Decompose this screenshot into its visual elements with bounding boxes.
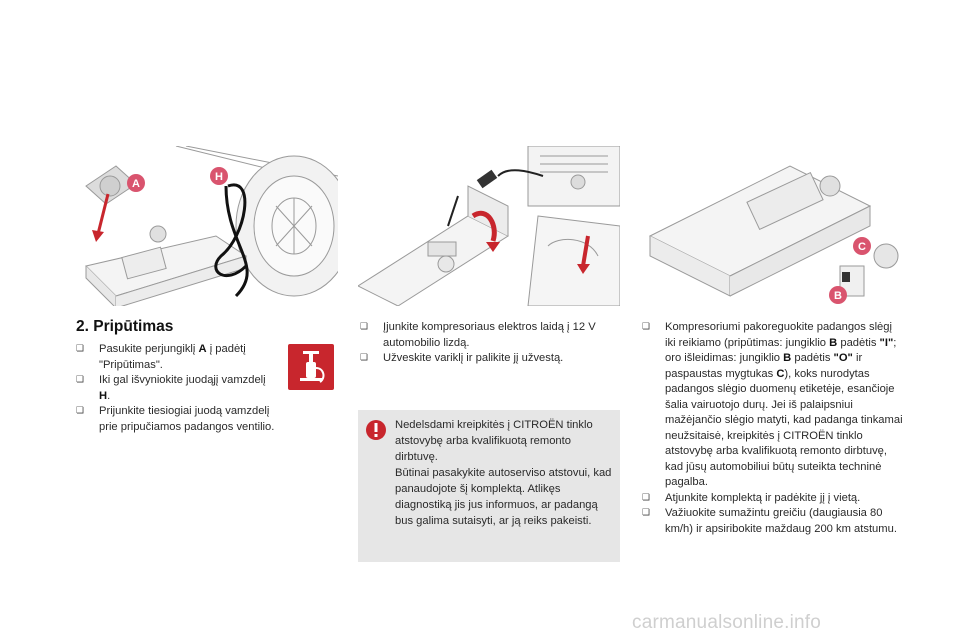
list-item: ❏ Prijunkite tiesiogiai juodą vamzdelį prie pripučiamos padangos ventilio. <box>76 405 275 433</box>
list-item: ❏ Kompresoriumi pakoreguokite padangos slėgį iki reikiamo (pripūtimas: jungiklio B padėtis "I"; oro išleidimas: jungiklio B padėtis "O" ir paspaustas mygtukas C), koks nurodytas padangos slėgio duomenų etiketėje, esančioje šalia vairuotojo durų. Jei iš palaipsniui mažėjančio slėgio matyti, kad padanga tinkamai neužsitaisė, kreipkitės į CITROËN tinklo atstovybę arba kvalifikuotą remonto dirbtuvę, kad jūsų automobiliui būtų suteikta techninė pagalba. <box>642 321 903 488</box>
checkbox-bullet-icon: ❏ <box>360 353 369 363</box>
checkbox-bullet-icon: ❏ <box>642 508 651 518</box>
list-item: ❏ Užveskite variklį ir palikite jį užvestą. <box>360 351 630 367</box>
column-3 <box>642 320 904 537</box>
list-item: ❏ Važiuokite sumažintu greičiu (daugiausia 80 km/h) ir apsiribokite maždaug 200 km atstumu. <box>642 507 897 535</box>
footer-watermark: carmanualsonline.info <box>632 612 822 633</box>
tyre-pump-icon <box>288 344 334 390</box>
list-item: ❏ Įjunkite kompresoriaus elektros laidą į 12 V automobilio lizdą. <box>360 321 596 349</box>
callout-a: A <box>132 178 140 190</box>
section-title: 2. Pripūtimas <box>76 318 174 335</box>
illustration-tyre-inflation <box>76 146 338 306</box>
callout-b: B <box>834 290 842 302</box>
checkbox-bullet-icon: ❏ <box>76 406 85 416</box>
checkbox-bullet-icon: ❏ <box>76 344 85 354</box>
warning-text: Nedelsdami kreipkitės į CITROËN tinklo atstovybę arba kvalifikuotą remonto dirbtuvę. Būtinai pasakykite autoserviso atstovui, kad panaudojote šį komplektą. Atlikęs diagnostiką jis jus informuos, ar padangą bus galima sutaisyti, ar ją reiks pakeisti. <box>395 419 612 527</box>
list-item: ❏ Atjunkite komplektą ir padėkite jį į vietą. <box>642 491 904 507</box>
callout-h: H <box>215 171 223 183</box>
callout-c: C <box>858 241 866 253</box>
list-item: ❏ Iki gal išvyniokite juodąjį vamzdelį H. <box>76 374 266 402</box>
warning-box <box>358 410 620 562</box>
warning-icon <box>365 419 387 441</box>
checkbox-bullet-icon: ❏ <box>360 322 369 332</box>
illustration-12v-socket <box>358 146 620 306</box>
illustration-compressor-controls <box>640 146 904 306</box>
checkbox-bullet-icon: ❏ <box>76 375 85 385</box>
column-2 <box>360 320 630 367</box>
checkbox-bullet-icon: ❏ <box>642 492 651 503</box>
list-item: ❏ Pasukite perjungiklį A į padėtį "Pripūtimas". <box>76 343 246 371</box>
checkbox-bullet-icon: ❏ <box>642 322 651 332</box>
column-1 <box>76 342 276 435</box>
